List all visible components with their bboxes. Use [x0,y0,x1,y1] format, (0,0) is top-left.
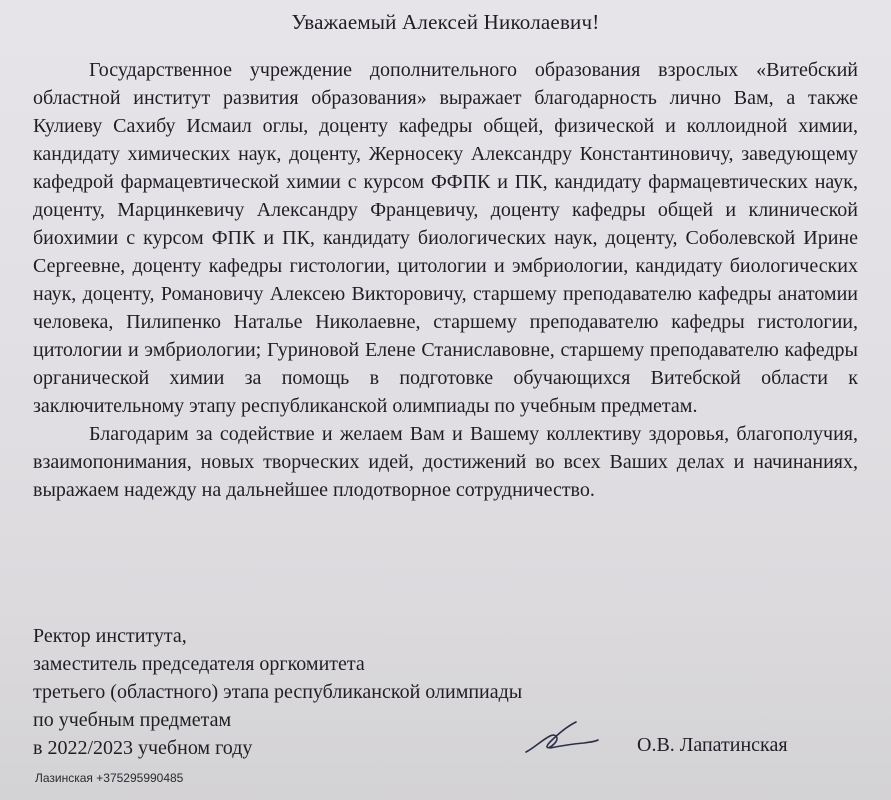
signature-title-line: Ректор института, [33,625,187,647]
signature-block [33,622,522,762]
handwritten-signature [520,718,600,758]
signer-name: О.В. Лапатинская [637,734,788,756]
signature-title-line: по учебным предметам [33,709,232,731]
signature-title-line: в 2022/2023 учебном году [33,737,253,759]
signature-title-line: третьего (областного) этапа республиканской олимпиады [33,681,523,703]
contact-footer: Лазинская +375295990485 [35,771,184,785]
letter-greeting: Уважаемый Алексей Николаевич! [291,10,600,34]
letter-paragraph: Благодарим за содействие и желаем Вам и Вашему коллективу здоровья, благополучия, взаимопонимания, новых творческих идей, достижений во всех Ваших делах и начинаниях, выражаем надежду на дальнейшее плодотворное сотрудничество. [33,423,858,501]
letter-body [33,56,858,504]
letter-paragraph: Государственное учреждение дополнительного образования взрослых «Витебский областной институт развития образования» выражает благодарность лично Вам, а также Кулиеву Сахибу Исмаил оглы, доценту кафедры общей, физической и коллоидной химии, кандидату химических наук, доценту, Жерносеку Александру Константиновичу, заведующему кафедрой фармацевтической химии с курсом ФФПК и ПК, кандидату фармацевтических наук, доценту, Марцинкевичу Александру Францевичу, доценту кафедры общей и клинической биохимии с курсом ФПК и ПК, кандидату биологических наук, доценту, Соболевской Ирине Сергеевне, доценту кафедры гистологии, цитологии и эмбриологии, кандидату биологических наук, доценту, Романовичу Алексею Викторовичу, старшему преподавателю кафедры анатомии человека, Пилипенко Наталье Николаевне, старшему преподавателю кафедры гистологии, цитологии и эмбриологии; Гуриновой Елене Станиславовне, старшему преподавателю кафедры органической химии за помощь в подготовке обучающихся Витебской области к заключительному этапу республиканской олимпиады по учебным предметам. [33,59,858,417]
signature-title-line: заместитель председателя оргкомитета [33,653,365,675]
